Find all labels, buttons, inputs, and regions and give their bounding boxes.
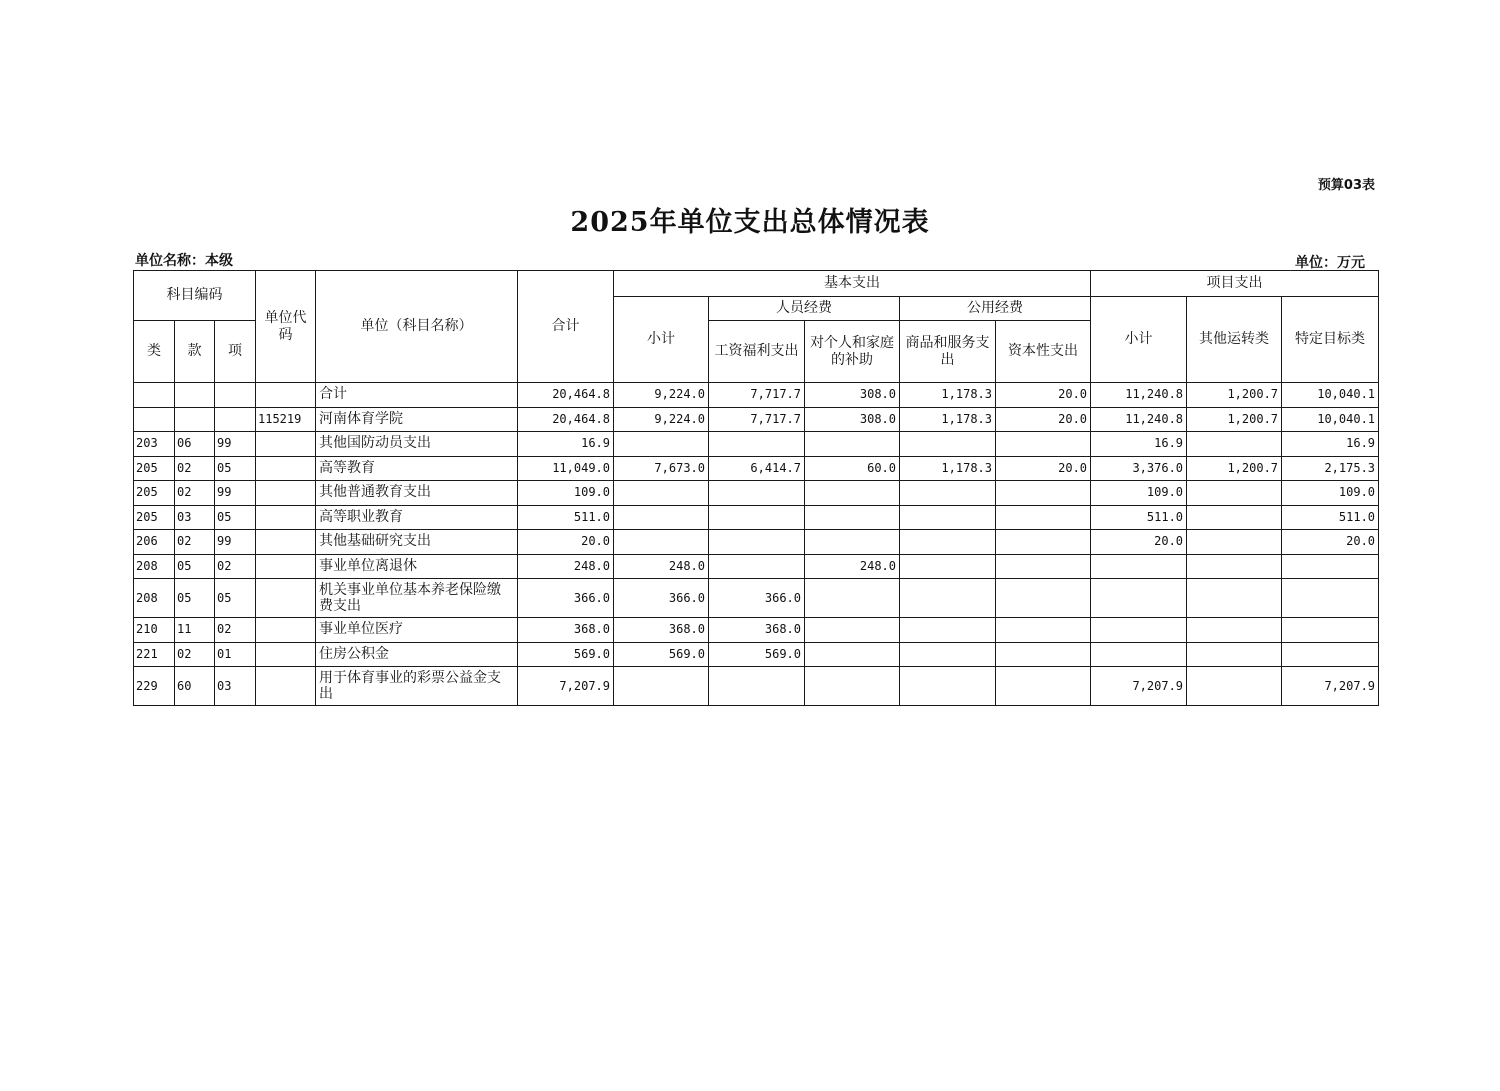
cell-subsidy bbox=[805, 530, 900, 555]
cell-kuan: 02 bbox=[175, 481, 215, 506]
cell-capital bbox=[996, 618, 1091, 643]
cell-subsidy bbox=[805, 579, 900, 618]
cell-lei: 208 bbox=[134, 554, 175, 579]
cell-project-subtotal: 16.9 bbox=[1091, 432, 1187, 457]
cell-basic-subtotal: 368.0 bbox=[614, 618, 709, 643]
cell-name: 其他基础研究支出 bbox=[316, 530, 518, 555]
cell-goods bbox=[900, 667, 996, 706]
cell-specific-target bbox=[1282, 579, 1379, 618]
header-total: 合计 bbox=[518, 271, 614, 383]
table-row bbox=[134, 456, 1379, 481]
table-row bbox=[134, 530, 1379, 555]
cell-project-subtotal: 511.0 bbox=[1091, 505, 1187, 530]
cell-specific-target: 20.0 bbox=[1282, 530, 1379, 555]
header-project-subtotal: 小计 bbox=[1091, 297, 1187, 383]
cell-subsidy: 308.0 bbox=[805, 407, 900, 432]
cell-lei: 206 bbox=[134, 530, 175, 555]
header-other-operation: 其他运转类 bbox=[1187, 297, 1282, 383]
page-title: 2025年单位支出总体情况表 bbox=[570, 207, 930, 238]
table-header bbox=[134, 271, 1379, 383]
cell-xiang: 05 bbox=[215, 505, 256, 530]
table-row bbox=[134, 667, 1379, 706]
table-row bbox=[134, 432, 1379, 457]
cell-wages: 7,717.7 bbox=[709, 383, 805, 408]
cell-capital bbox=[996, 554, 1091, 579]
currency-unit-label: 单位：万元 bbox=[1295, 255, 1365, 271]
cell-xiang: 99 bbox=[215, 432, 256, 457]
cell-capital bbox=[996, 505, 1091, 530]
cell-unit-code bbox=[256, 667, 316, 706]
cell-kuan: 02 bbox=[175, 456, 215, 481]
cell-project-subtotal bbox=[1091, 579, 1187, 618]
cell-other-operation bbox=[1187, 505, 1282, 530]
cell-xiang: 03 bbox=[215, 667, 256, 706]
cell-total: 366.0 bbox=[518, 579, 614, 618]
cell-project-subtotal: 7,207.9 bbox=[1091, 667, 1187, 706]
cell-other-operation: 1,200.7 bbox=[1187, 456, 1282, 481]
cell-specific-target bbox=[1282, 554, 1379, 579]
cell-wages bbox=[709, 667, 805, 706]
cell-specific-target bbox=[1282, 642, 1379, 667]
cell-project-subtotal bbox=[1091, 642, 1187, 667]
cell-capital bbox=[996, 432, 1091, 457]
cell-total: 20,464.8 bbox=[518, 407, 614, 432]
cell-total: 569.0 bbox=[518, 642, 614, 667]
cell-lei: 205 bbox=[134, 481, 175, 506]
header-xiang: 项 bbox=[215, 321, 256, 383]
cell-wages: 6,414.7 bbox=[709, 456, 805, 481]
cell-subsidy bbox=[805, 667, 900, 706]
cell-wages bbox=[709, 432, 805, 457]
cell-name: 住房公积金 bbox=[316, 642, 518, 667]
cell-total: 248.0 bbox=[518, 554, 614, 579]
cell-total: 16.9 bbox=[518, 432, 614, 457]
cell-unit-code: 115219 bbox=[256, 407, 316, 432]
table-row bbox=[134, 505, 1379, 530]
header-personnel-funds: 人员经费 bbox=[709, 297, 900, 321]
header-basic-expenditure: 基本支出 bbox=[614, 271, 1091, 297]
cell-name: 事业单位离退休 bbox=[316, 554, 518, 579]
cell-specific-target: 16.9 bbox=[1282, 432, 1379, 457]
cell-goods bbox=[900, 432, 996, 457]
cell-name: 高等教育 bbox=[316, 456, 518, 481]
cell-kuan: 02 bbox=[175, 530, 215, 555]
cell-project-subtotal: 109.0 bbox=[1091, 481, 1187, 506]
header-lei: 类 bbox=[134, 321, 175, 383]
cell-unit-code bbox=[256, 530, 316, 555]
cell-total: 20.0 bbox=[518, 530, 614, 555]
cell-xiang bbox=[215, 383, 256, 408]
cell-total: 511.0 bbox=[518, 505, 614, 530]
cell-unit-code bbox=[256, 618, 316, 643]
cell-goods bbox=[900, 642, 996, 667]
cell-xiang: 01 bbox=[215, 642, 256, 667]
cell-name: 河南体育学院 bbox=[316, 407, 518, 432]
cell-xiang: 99 bbox=[215, 481, 256, 506]
cell-xiang: 02 bbox=[215, 618, 256, 643]
cell-subsidy bbox=[805, 481, 900, 506]
header-unit-code: 单位代码 bbox=[256, 271, 316, 383]
cell-project-subtotal: 3,376.0 bbox=[1091, 456, 1187, 481]
unit-name-label: 单位名称：本级 bbox=[135, 253, 233, 269]
table-body bbox=[134, 383, 1379, 706]
cell-kuan: 05 bbox=[175, 579, 215, 618]
cell-subsidy: 308.0 bbox=[805, 383, 900, 408]
header-goods-services: 商品和服务支出 bbox=[900, 321, 996, 383]
cell-unit-code bbox=[256, 456, 316, 481]
cell-unit-code bbox=[256, 481, 316, 506]
cell-unit-code bbox=[256, 505, 316, 530]
cell-subsidy bbox=[805, 505, 900, 530]
cell-lei: 221 bbox=[134, 642, 175, 667]
cell-other-operation bbox=[1187, 530, 1282, 555]
cell-unit-code bbox=[256, 554, 316, 579]
cell-capital bbox=[996, 579, 1091, 618]
cell-other-operation bbox=[1187, 554, 1282, 579]
cell-kuan: 05 bbox=[175, 554, 215, 579]
table-row bbox=[134, 579, 1379, 618]
header-individual-subsidy: 对个人和家庭的补助 bbox=[805, 321, 900, 383]
cell-subsidy bbox=[805, 618, 900, 643]
cell-kuan: 02 bbox=[175, 642, 215, 667]
cell-specific-target: 511.0 bbox=[1282, 505, 1379, 530]
cell-basic-subtotal: 366.0 bbox=[614, 579, 709, 618]
cell-name: 高等职业教育 bbox=[316, 505, 518, 530]
cell-wages bbox=[709, 554, 805, 579]
cell-unit-code bbox=[256, 579, 316, 618]
cell-project-subtotal: 20.0 bbox=[1091, 530, 1187, 555]
cell-capital bbox=[996, 530, 1091, 555]
cell-other-operation: 1,200.7 bbox=[1187, 407, 1282, 432]
cell-lei bbox=[134, 407, 175, 432]
cell-basic-subtotal bbox=[614, 481, 709, 506]
cell-goods: 1,178.3 bbox=[900, 383, 996, 408]
cell-kuan: 03 bbox=[175, 505, 215, 530]
cell-basic-subtotal: 7,673.0 bbox=[614, 456, 709, 481]
cell-basic-subtotal: 569.0 bbox=[614, 642, 709, 667]
cell-subsidy: 60.0 bbox=[805, 456, 900, 481]
cell-basic-subtotal bbox=[614, 667, 709, 706]
cell-goods: 1,178.3 bbox=[900, 407, 996, 432]
cell-lei bbox=[134, 383, 175, 408]
cell-other-operation bbox=[1187, 642, 1282, 667]
cell-wages bbox=[709, 530, 805, 555]
cell-unit-code bbox=[256, 383, 316, 408]
cell-lei: 229 bbox=[134, 667, 175, 706]
cell-goods bbox=[900, 505, 996, 530]
cell-basic-subtotal bbox=[614, 432, 709, 457]
cell-other-operation bbox=[1187, 432, 1282, 457]
cell-kuan: 60 bbox=[175, 667, 215, 706]
table-row bbox=[134, 642, 1379, 667]
cell-basic-subtotal bbox=[614, 530, 709, 555]
cell-kuan: 11 bbox=[175, 618, 215, 643]
cell-goods: 1,178.3 bbox=[900, 456, 996, 481]
cell-xiang: 02 bbox=[215, 554, 256, 579]
cell-basic-subtotal: 9,224.0 bbox=[614, 407, 709, 432]
cell-lei: 208 bbox=[134, 579, 175, 618]
cell-goods bbox=[900, 554, 996, 579]
cell-specific-target bbox=[1282, 618, 1379, 643]
cell-xiang: 99 bbox=[215, 530, 256, 555]
header-kuan: 款 bbox=[175, 321, 215, 383]
cell-basic-subtotal: 248.0 bbox=[614, 554, 709, 579]
table-row bbox=[134, 618, 1379, 643]
table-row bbox=[134, 407, 1379, 432]
cell-total: 7,207.9 bbox=[518, 667, 614, 706]
cell-subsidy: 248.0 bbox=[805, 554, 900, 579]
cell-project-subtotal: 11,240.8 bbox=[1091, 407, 1187, 432]
cell-project-subtotal bbox=[1091, 618, 1187, 643]
cell-capital bbox=[996, 481, 1091, 506]
cell-xiang bbox=[215, 407, 256, 432]
cell-capital: 20.0 bbox=[996, 456, 1091, 481]
cell-name: 其他普通教育支出 bbox=[316, 481, 518, 506]
cell-basic-subtotal: 9,224.0 bbox=[614, 383, 709, 408]
cell-other-operation bbox=[1187, 579, 1282, 618]
cell-unit-code bbox=[256, 642, 316, 667]
cell-other-operation bbox=[1187, 618, 1282, 643]
header-public-funds: 公用经费 bbox=[900, 297, 1091, 321]
cell-kuan bbox=[175, 383, 215, 408]
cell-capital bbox=[996, 642, 1091, 667]
cell-subsidy bbox=[805, 642, 900, 667]
table-row bbox=[134, 481, 1379, 506]
cell-total: 368.0 bbox=[518, 618, 614, 643]
cell-basic-subtotal bbox=[614, 505, 709, 530]
cell-specific-target: 10,040.1 bbox=[1282, 407, 1379, 432]
table-row bbox=[134, 554, 1379, 579]
cell-wages: 7,717.7 bbox=[709, 407, 805, 432]
cell-capital bbox=[996, 667, 1091, 706]
cell-wages bbox=[709, 505, 805, 530]
cell-goods bbox=[900, 618, 996, 643]
header-subject-code: 科目编码 bbox=[134, 271, 256, 321]
cell-specific-target: 109.0 bbox=[1282, 481, 1379, 506]
cell-subsidy bbox=[805, 432, 900, 457]
cell-wages: 569.0 bbox=[709, 642, 805, 667]
header-capital: 资本性支出 bbox=[996, 321, 1091, 383]
cell-name: 事业单位医疗 bbox=[316, 618, 518, 643]
cell-name: 其他国防动员支出 bbox=[316, 432, 518, 457]
header-project-expenditure: 项目支出 bbox=[1091, 271, 1379, 297]
cell-project-subtotal bbox=[1091, 554, 1187, 579]
cell-wages: 368.0 bbox=[709, 618, 805, 643]
cell-kuan: 06 bbox=[175, 432, 215, 457]
expenditure-table bbox=[133, 270, 1379, 706]
cell-name: 合计 bbox=[316, 383, 518, 408]
cell-name: 机关事业单位基本养老保险缴费支出 bbox=[316, 579, 518, 618]
cell-total: 11,049.0 bbox=[518, 456, 614, 481]
cell-total: 20,464.8 bbox=[518, 383, 614, 408]
cell-specific-target: 10,040.1 bbox=[1282, 383, 1379, 408]
cell-wages bbox=[709, 481, 805, 506]
header-basic-subtotal: 小计 bbox=[614, 297, 709, 383]
cell-wages: 366.0 bbox=[709, 579, 805, 618]
cell-goods bbox=[900, 530, 996, 555]
cell-other-operation bbox=[1187, 481, 1282, 506]
cell-other-operation: 1,200.7 bbox=[1187, 383, 1282, 408]
cell-capital: 20.0 bbox=[996, 407, 1091, 432]
cell-lei: 205 bbox=[134, 456, 175, 481]
cell-lei: 203 bbox=[134, 432, 175, 457]
header-specific-target: 特定目标类 bbox=[1282, 297, 1379, 383]
cell-name: 用于体育事业的彩票公益金支出 bbox=[316, 667, 518, 706]
header-wages: 工资福利支出 bbox=[709, 321, 805, 383]
cell-xiang: 05 bbox=[215, 456, 256, 481]
form-id: 预算03表 bbox=[1317, 178, 1375, 193]
cell-xiang: 05 bbox=[215, 579, 256, 618]
cell-project-subtotal: 11,240.8 bbox=[1091, 383, 1187, 408]
cell-specific-target: 7,207.9 bbox=[1282, 667, 1379, 706]
cell-goods bbox=[900, 481, 996, 506]
cell-capital: 20.0 bbox=[996, 383, 1091, 408]
cell-unit-code bbox=[256, 432, 316, 457]
cell-specific-target: 2,175.3 bbox=[1282, 456, 1379, 481]
cell-total: 109.0 bbox=[518, 481, 614, 506]
header-unit-subject-name: 单位（科目名称） bbox=[316, 271, 518, 383]
cell-goods bbox=[900, 579, 996, 618]
cell-lei: 205 bbox=[134, 505, 175, 530]
cell-lei: 210 bbox=[134, 618, 175, 643]
table-row bbox=[134, 383, 1379, 408]
cell-other-operation bbox=[1187, 667, 1282, 706]
cell-kuan bbox=[175, 407, 215, 432]
